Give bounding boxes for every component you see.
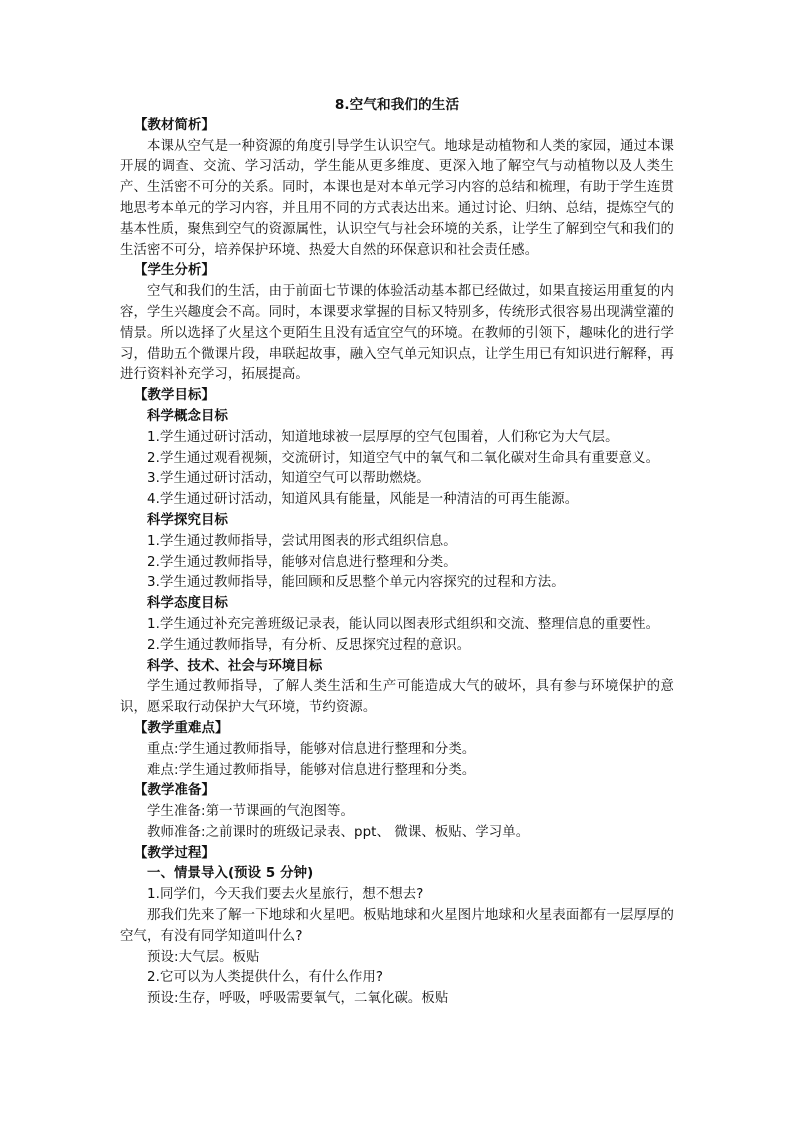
keypoint-item: 重点:学生通过教师指导，能够对信息进行整理和分类。 bbox=[147, 741, 476, 757]
inquiry-goal-item: 1.学生通过教师指导，尝试用图表的形式组织信息。 bbox=[147, 533, 457, 549]
inquiry-goals-heading: 科学探究目标 bbox=[147, 512, 228, 528]
concept-goal-item: 4.学生通过研讨活动，知道风具有能量，风能是一种清洁的可再生能源。 bbox=[147, 492, 579, 508]
keypoint-item: 难点:学生通过教师指导，能够对信息进行整理和分类。 bbox=[147, 762, 476, 778]
attitude-goals-heading: 科学态度目标 bbox=[147, 596, 228, 612]
process-line: 预设:大气层。板贴 bbox=[147, 949, 260, 965]
process-line: 预设:生存，呼吸，呼吸需要氧气，二氧化碳。板贴 bbox=[147, 991, 449, 1007]
process-line: 1.同学们，今天我们要去火星旅行，想不想去? bbox=[147, 887, 424, 903]
stse-goals-body: 学生通过教师指导，了解人类生活和生产可能造成大气的破坏，具有参与环境保护的意识，愿采取行动保护大气环境，节约资源。 bbox=[120, 679, 674, 716]
page-title: 8.空气和我们的生活 bbox=[334, 97, 460, 113]
goals-heading: 【教学目标】 bbox=[134, 388, 215, 404]
students-heading: 【学生分析】 bbox=[134, 263, 215, 279]
textbook-body: 本课从空气是一种资源的角度引导学生认识空气。地球是动植物和人类的家园，通过本课开展的调查、交流、学习活动，学生能从更多维度、更深入地了解空气与动植物以及人类生产、生活密不可分的关系。同时，本课也是对本单元学习内容的总结和梳理，有助于学生连贯地思考本单元的学习内容，并且用不同的方式表达出来。通过讨论、归纳、总结，提炼空气的基本性质，聚焦到空气的资源属性，认识空气与社会环境的关系，让学生了解到空气和我们的生活密不可分，培养保护环境、热爱大自然的环保意识和社会责任感。 bbox=[120, 138, 674, 258]
attitude-goal-item: 1.学生通过补充完善班级记录表，能认同以图表形式组织和交流、整理信息的重要性。 bbox=[147, 616, 660, 632]
process-step-title: 一、情景导入(预设 5 分钟) bbox=[147, 866, 314, 882]
students-body: 空气和我们的生活，由于前面七节课的体验活动基本都已经做过，如果直接运用重复的内容，学生兴趣度会不高。同时，本课要求掌握的目标又特别多，传统形式很容易出现满堂灌的情景。所以选择了火星这个更陌生且没有适宜空气的环境。在教师的引领下，趣味化的进行学习，借助五个微课片段，串联起故事，融入空气单元知识点，让学生用已有知识进行解释，再进行资料补充学习，拓展提高。 bbox=[120, 284, 674, 383]
keypoints-heading: 【教学重难点】 bbox=[134, 720, 229, 736]
concept-goal-item: 2.学生通过观看视频，交流研讨，知道空气中的氧气和二氧化碳对生命具有重要意义。 bbox=[147, 450, 660, 466]
concept-goal-item: 3.学生通过研讨活动，知道空气可以帮助燃烧。 bbox=[147, 471, 430, 487]
inquiry-goal-item: 3.学生通过教师指导，能回顾和反思整个单元内容探究的过程和方法。 bbox=[147, 575, 565, 591]
prep-heading: 【教学准备】 bbox=[134, 783, 215, 799]
concept-goal-item: 1.学生通过研讨活动，知道地球被一层厚厚的空气包围着，人们称它为大气层。 bbox=[147, 429, 619, 445]
concept-goals-heading: 科学概念目标 bbox=[147, 408, 228, 424]
attitude-goal-item: 2.学生通过教师指导，有分析、反思探究过程的意识。 bbox=[147, 637, 471, 653]
process-line: 2.它可以为人类提供什么，有什么作用? bbox=[147, 970, 384, 986]
inquiry-goal-item: 2.学生通过教师指导，能够对信息进行整理和分类。 bbox=[147, 554, 457, 570]
process-heading: 【教学过程】 bbox=[134, 845, 215, 861]
process-line: 那我们先来了解一下地球和火星吧。板贴地球和火星图片地球和火星表面都有一层厚厚的空气，有没有同学知道叫什么? bbox=[120, 908, 674, 944]
textbook-heading: 【教材简析】 bbox=[134, 117, 215, 133]
document-page bbox=[120, 95, 674, 1010]
prep-item: 教师准备:之前课时的班级记录表、ppt、 微课、板贴、学习单。 bbox=[147, 824, 530, 840]
stse-goals-heading: 科学、技术、社会与环境目标 bbox=[147, 658, 323, 674]
prep-item: 学生准备:第一节课画的气泡图等。 bbox=[147, 804, 354, 820]
